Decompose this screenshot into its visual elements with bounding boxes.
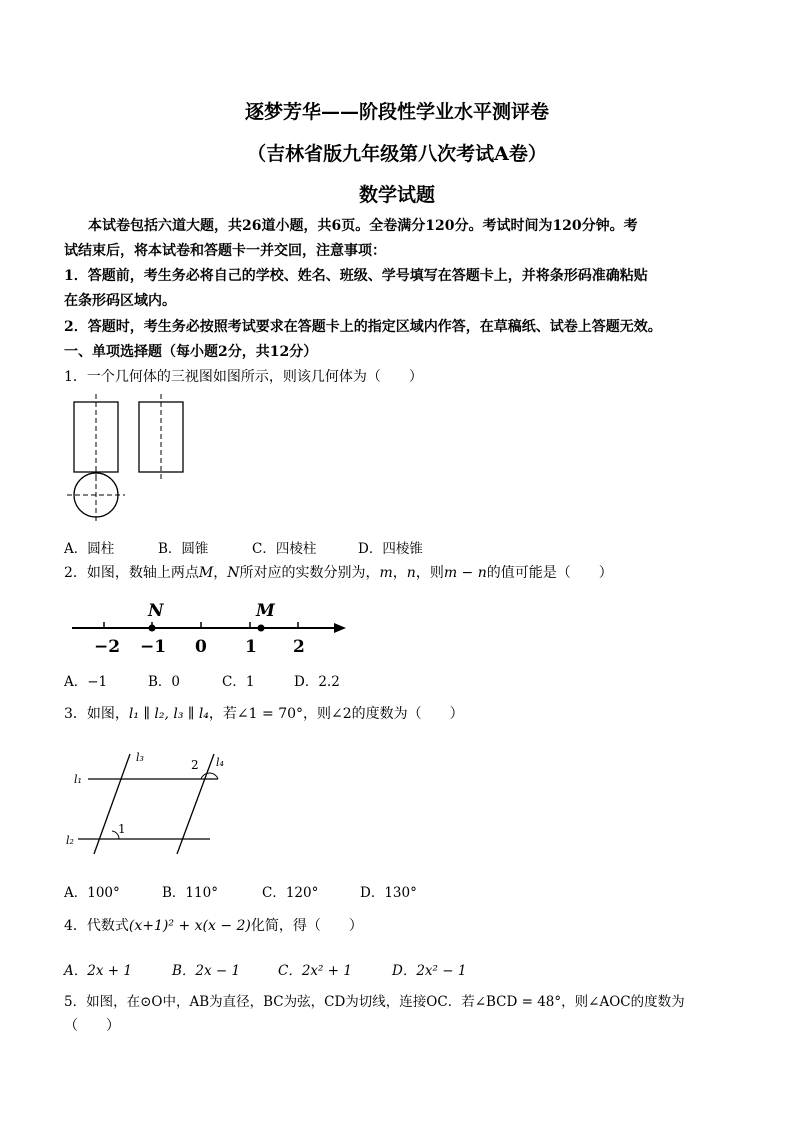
q5-stem: 5．如图，在⊙O中，AB为直径，BC为弦，CD为切线，连接OC．若∠BCD = 48°，则∠AOC的度数为 <box>64 994 685 1010</box>
exam-title: 逐梦芳华——阶段性学业水平测评卷 <box>244 101 549 123</box>
q2-option-c: C．1 <box>222 674 255 690</box>
q2-var-m: m <box>379 565 393 581</box>
label-l3: l₃ <box>136 751 144 764</box>
q4-stem <box>64 915 744 935</box>
label-l2: l₂ <box>66 834 74 847</box>
q4-option-b: B．2x − 1 <box>172 963 241 979</box>
intro-line-2: 试结束后，将本试卷和答题卡一并交回，注意事项： <box>64 243 386 259</box>
exam-subtitle: （吉林省版九年级第八次考试A卷） <box>247 143 547 165</box>
q2-stem-d: 的值可能是（ ） <box>486 565 613 581</box>
q2-number-line <box>64 598 354 658</box>
axis-label-0: 0 <box>195 637 207 657</box>
angle-1-label: 1 <box>118 822 126 836</box>
q2-sep: ， <box>213 565 228 581</box>
q1-option-d: D．四棱锥 <box>358 541 423 557</box>
q4-stem-b: 化简，得（ ） <box>250 918 363 934</box>
q4-expr: (x+1)² + x(x − 2) <box>128 918 251 934</box>
label-l4: l₄ <box>216 756 224 769</box>
axis-label-1: 1 <box>245 637 257 657</box>
point-label-N: N <box>148 601 164 621</box>
note-2: 2．答题时，考生务必按照考试要求在答题卡上的指定区域内作答，在草稿纸、试卷上答题无效。 <box>64 319 662 335</box>
q2-var-n: n <box>406 565 416 581</box>
q3-figure <box>64 750 234 860</box>
q3-option-b: B．110° <box>162 885 218 901</box>
q2-var-M: M <box>198 565 214 581</box>
q3-option-d: D．130° <box>360 885 417 901</box>
q3-stem <box>64 703 744 723</box>
q1-option-a: A．圆柱 <box>64 541 115 557</box>
q1-figure <box>64 392 204 527</box>
q2-stem <box>64 562 744 582</box>
q4-option-d: D．2x² − 1 <box>392 963 467 979</box>
q2-expr: m − n <box>443 565 487 581</box>
q3-option-a: A．100° <box>64 885 120 901</box>
note-1a: 1．答题前，考生务必将自己的学校、姓名、班级、学号填写在答题卡上，并将条形码准确粘贴 <box>64 268 648 284</box>
point-label-M: M <box>256 601 275 621</box>
q4-stem-a: 4．代数式 <box>64 918 129 934</box>
angle-2-label: 2 <box>191 758 199 772</box>
q5-stem-2: （ ） <box>64 1018 120 1034</box>
axis-label-neg1: −1 <box>140 637 167 657</box>
q3-relation: l₁ ∥ l₂, l₃ ∥ l₄ <box>128 706 209 722</box>
q2-option-b: B．0 <box>148 674 181 690</box>
q4-option-a: A．2x + 1 <box>64 963 132 979</box>
q2-sep: ， <box>392 565 407 581</box>
q4-option-c: C．2x² + 1 <box>278 963 352 979</box>
section-heading: 一、单项选择题（每小题2分，共12分） <box>64 344 318 360</box>
label-l1: l₁ <box>74 773 82 786</box>
intro-line-1: 本试卷包括六道大题，共26道小题，共6页。全卷满分120分。考试时间为120分钟。考 <box>88 218 638 234</box>
q3-stem-b: ，若∠1 = 70°，则∠2的度数为（ ） <box>208 706 464 722</box>
q1-stem: 1．一个几何体的三视图如图所示，则该几何体为（ ） <box>64 369 423 385</box>
axis-label-neg2: −2 <box>94 637 121 657</box>
axis-label-2: 2 <box>293 637 305 657</box>
q2-option-a: A．−1 <box>64 674 108 690</box>
q2-stem-c: ，则 <box>415 565 444 581</box>
q2-var-N: N <box>227 565 240 581</box>
q2-option-d: D．2.2 <box>294 674 340 690</box>
q2-stem-b: 所对应的实数分别为， <box>239 565 380 581</box>
subject-title: 数学试题 <box>358 184 435 206</box>
q3-option-c: C．120° <box>262 885 319 901</box>
note-1b: 在条形码区域内。 <box>64 293 176 309</box>
q3-stem-a: 3．如图， <box>64 706 129 722</box>
q1-option-c: C．四棱柱 <box>252 541 317 557</box>
q1-option-b: B．圆锥 <box>158 541 209 557</box>
q2-stem-a: 2．如图，数轴上两点 <box>64 565 199 581</box>
